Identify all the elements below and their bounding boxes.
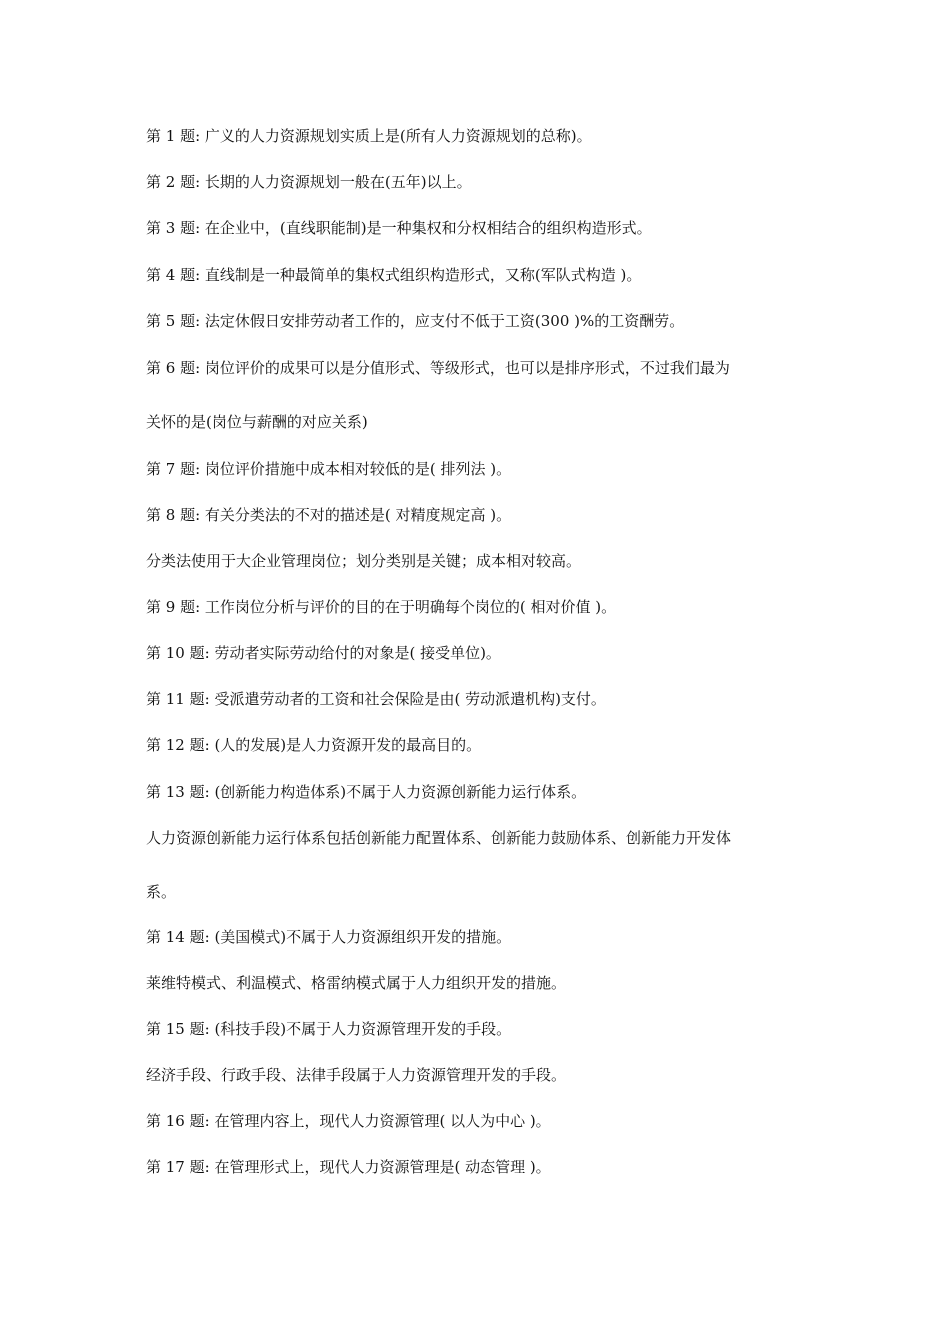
question-9-line: 第 9 题: 工作岗位分析与评价的目的在于明确每个岗位的( 相对价值 )。 [146,598,617,616]
question-13-note-continuation: 系。 [146,883,177,901]
question-4-line: 第 4 题: 直线制是一种最简单的集权式组织构造形式，又称(军队式构造 )。 [146,266,642,284]
question-6-line: 第 6 题: 岗位评价的成果可以是分值形式、等级形式，也可以是排序形式，不过我们最为 [146,359,730,377]
question-3-line: 第 3 题: 在企业中，(直线职能制)是一种集权和分权相结合的组织构造形式。 [146,219,652,237]
question-15-note: 经济手段、行政手段、法律手段属于人力资源管理开发的手段。 [146,1066,567,1084]
question-8-note: 分类法使用于大企业管理岗位；划分类别是关键；成本相对较高。 [146,552,582,570]
question-5-line: 第 5 题: 法定休假日安排劳动者工作的，应支付不低于工资(300 )%的工资酬劳。 [146,312,685,330]
question-12-line: 第 12 题: (人的发展)是人力资源开发的最高目的。 [146,736,482,754]
question-8-line: 第 8 题: 有关分类法的不对的描述是( 对精度规定高 )。 [146,506,512,524]
question-14-line: 第 14 题: (美国模式)不属于人力资源组织开发的措施。 [146,928,512,946]
question-14-note: 莱维特模式、利温模式、格雷纳模式属于人力组织开发的措施。 [146,974,567,992]
question-17-line: 第 17 题: 在管理形式上，现代人力资源管理是( 动态管理 )。 [146,1158,551,1176]
question-13-line: 第 13 题: (创新能力构造体系)不属于人力资源创新能力运行体系。 [146,783,587,801]
question-16-line: 第 16 题: 在管理内容上，现代人力资源管理( 以人为中心 )。 [146,1112,551,1130]
question-7-line: 第 7 题: 岗位评价措施中成本相对较低的是( 排列法 )。 [146,460,512,478]
question-2-line: 第 2 题: 长期的人力资源规划一般在(五年)以上。 [146,173,472,191]
question-11-line: 第 11 题: 受派遣劳动者的工资和社会保险是由( 劳动派遣机构)支付。 [146,690,606,708]
question-15-line: 第 15 题: (科技手段)不属于人力资源管理开发的手段。 [146,1020,512,1038]
question-10-line: 第 10 题: 劳动者实际劳动给付的对象是( 接受单位)。 [146,644,501,662]
question-1-line: 第 1 题: 广义的人力资源规划实质上是(所有人力资源规划的总称)。 [146,127,592,145]
question-13-note: 人力资源创新能力运行体系包括创新能力配置体系、创新能力鼓励体系、创新能力开发体 [146,829,732,847]
question-6-continuation: 关怀的是(岗位与薪酬的对应关系) [146,413,368,431]
